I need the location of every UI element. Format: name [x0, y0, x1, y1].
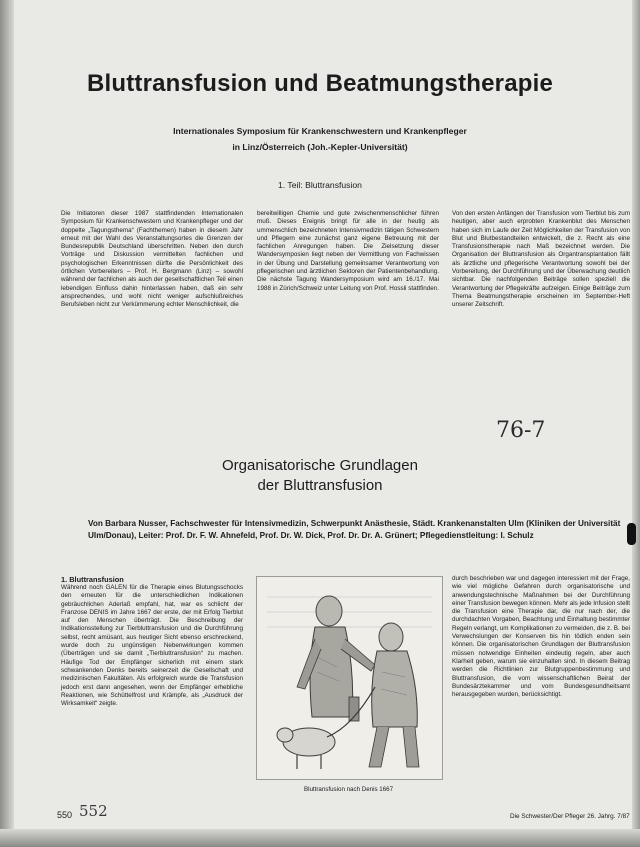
figure-caption: Bluttransfusion nach Denis 1667	[303, 786, 394, 793]
symposium-location: in Linz/Österreich (Joh.-Kepler-Universität)	[232, 142, 408, 152]
intro-column-3: Von den ersten Anfängen der Transfusion vom Tierblut bis zum heutigen, aber auch erprobten Krankenblut des Menschen haben sich im Laufe der Zeit Möglichkeiten der Transfusion von Blut und Blutbestandteilen entwickelt, die z. Recht als eine Transfusionstherapie nach Maß bezeichnet werden. Die Organisation der Bluttransfusion als Organtransplantation fällt als ärztliche und pflegerische Verantwortung sowohl bei der Vorbereitung, der Durchführung und der Überwachung deutlich sichtbar. Die nachfolgenden Beiträge sollen speziell die Verantwortung der Pflegekräfte aufzeigen. Einige Beiträge zum Thema Beatmungstherapie erscheinen im September-Heft unserer Zeitschrift.	[452, 210, 630, 309]
intro-column-1: Die Initiatoren dieser 1987 stattfindenden Internationalen Symposium für Krankenschwestern und Krankenpfleger und der doppelte „Tagungsthema“ (Fachthemen) haben in diesem Jahr erneut mit der Wahl des Veranstaltungsortes die Grenzen der Bundesrepublik Deutschland überschritten. Neben den durch Vorträge und Diskussion vermittelten fachlichen und psychologischen Erkenntnissen dürfte die Persönlichkeit des örtlichen Vorbereiters – Prof. H. Bergmann (Linz) – sowohl während der fachlichen als auch der gesellschaftlichen Teil einen lebendigen Einfluss dahin hinterlassen haben, daß ein sehr ansprechendes, und wohl nicht weniger aufschlußreiches Berufsleben nicht zur Verkümmerung echter Menschlichkeit, die	[61, 210, 243, 309]
article-title	[0, 456, 640, 496]
article-column-1: Während noch GALEN für die Therapie eines Blutungsschocks den erneuten für die unterschiedlichen Indikationen gebräuchlichen Aderlaß empfahl, hat, war es schlicht der Franzose DENIS im Jahre 1667 der erste, der mit Erfolg Tierblut auf den Menschen überträgt. Die Beschreibung der Indikationsstellung zur Tierbluttransfusion und die Durchführung selbst, recht amüsant, aus heutiger Sicht ebenso erschreckend, wurde doch zu ungünstigen Nebenwirkungen kommen (Überträgen und sie damit „Tierbluttransfusion“ zu machen. Häufige Tod der Empfänger sicherlich mit einem stark schwankenden Denks bereits seinerzeit die Gesellschaft und medizinischen Fakultäten. Als erfolgreich wurde die Transfusion jedoch erst dann angesehen, wenn der Empfänger erhebliche Reaktionen, wie Schüttelfrost und Krämpfe, als „Ausdruck der Wirksamkeit“ zeigte.	[61, 584, 243, 708]
author-byline: Von Barbara Nusser, Fachschwester für Intensivmedizin, Schwerpunkt Anästhesie, Städt. Krankenanstalten Ulm (Kliniken der Universität Ulm/Donau), Leiter: Prof. Dr. F. W. Ahnefeld, Prof. Dr. W. Dick, Prof. Dr. Dr. A. Grünert; Pflegedienstleitung: I. Schulz	[88, 519, 621, 540]
historical-illustration	[256, 576, 443, 780]
journal-footer: Die Schwester/Der Pfleger 26. Jahrg. 7/87	[510, 813, 630, 820]
part-label: 1. Teil: Bluttransfusion	[278, 180, 362, 190]
article-title-line-1: Organisatorische Grundlagen	[222, 457, 418, 474]
scan-shadow-bottom	[0, 829, 640, 847]
article-column-3: durch beschrieben war und dagegen interessiert mit der Frage, wie viel mögliche Gefahren durch organisatorische und anwendungstechnische Maßnahmen bei der Durchführung einer Transfusion bewegen können. Mehr als jede Infusion stellt die Transfusion eine Therapie dar, die nur nach der, die durchdachten Vorgaben, Beachtung und Einhaltung bestimmter Regeln verlangt, um Komplikationen zu vermeiden, die z. B. bei Verwechslungen der Konserven bis hin tödlich enden sein können. Die organisatorischen Grundlagen der Bluttransfusion müssen notwendige Einheiten eindeutig regeln, aber auch Klarheit geben, warum sie einzuhalten sind. In diesem Beitrag werden die Richtlinien zur Blutgruppenbestimmung und Bluttransfusion, die vom wissenschaftlichen Beirat der Bundesärztekammer und vom Bundesgesundheitsamt herausgegeben wurden, berücksichtigt.	[452, 575, 630, 699]
page-number: 550	[57, 810, 73, 820]
transfusion-engraving-image	[257, 577, 442, 779]
handwritten-note: 76-7	[496, 418, 546, 443]
symposium-subtitle: Internationales Symposium für Krankenschwestern und Krankenpfleger	[173, 126, 467, 136]
page-title: Bluttransfusion und Beatmungstherapie	[86, 70, 554, 97]
intro-column-2: bereitwilligen Chemie und gute zwischenmenschlicher führen muß. Dieses Ereignis bringt für alle in der heutig als ummenschlich bezeichneten Intensivmedizin tätigen Schwestern und Pflegern eine zunächst ganz eigene Betreuung mit der fachlichen Anregungen haben. Die Zielsetzung dieser Wandersymposien liegt neben der Vermittlung von Fachwissen in der Übung und Darstellung gemeinsamer Verantwortung von pflegerischen und ärztlichen Sektoren der Patientenbehandlung. Die nächste Tagung Wandersymposium wird am 16./17. Mai 1988 in Zürich/Schweiz unter Leitung von Prof. Hossli stattfinden.	[257, 210, 439, 292]
handwritten-page-number: 552	[79, 802, 108, 820]
article-title-line-2: der Bluttransfusion	[257, 477, 383, 494]
section-heading: 1. Bluttransfusion	[61, 575, 124, 584]
binder-tab-mark	[627, 523, 636, 545]
